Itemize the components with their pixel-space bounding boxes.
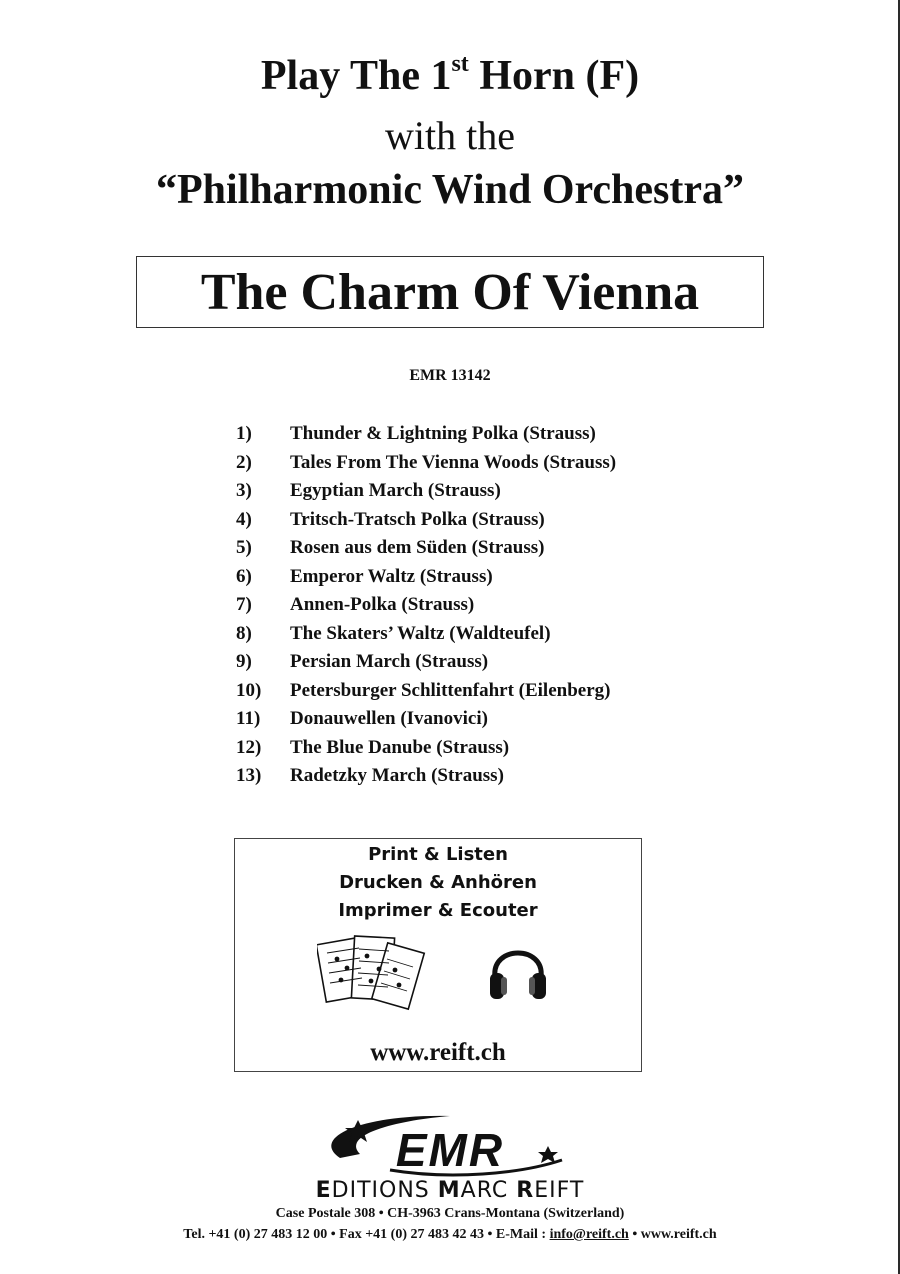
contact-phone-fax: Tel. +41 (0) 27 483 12 00 • Fax +41 (0) 27 483 42 43 • E-Mail :	[183, 1227, 550, 1242]
track-number: 2)	[236, 451, 252, 473]
print-listen-box	[234, 838, 642, 1072]
track-number: 4)	[236, 508, 252, 530]
with-line: with the	[385, 113, 515, 158]
track-item	[236, 648, 796, 677]
track-title: Petersburger Schlittenfahrt (Eilenberg)	[290, 679, 611, 701]
track-item	[236, 534, 796, 563]
track-number: 3)	[236, 480, 252, 502]
track-item	[236, 506, 796, 535]
track-title: Egyptian March (Strauss)	[290, 480, 501, 502]
publisher-name-initial: E	[315, 1178, 332, 1203]
website-url[interactable]: www.reift.ch	[370, 1039, 506, 1066]
heading-suffix: Horn (F)	[468, 53, 640, 99]
contact-website[interactable]: • www.reift.ch	[628, 1227, 717, 1242]
track-number: 12)	[236, 736, 262, 758]
track-item	[236, 677, 796, 706]
heading-superscript: st	[451, 51, 469, 77]
email-link[interactable]: info@reift.ch	[549, 1227, 629, 1242]
track-number: 11)	[236, 708, 261, 730]
track-number: 1)	[236, 423, 252, 445]
track-number: 5)	[236, 537, 252, 559]
track-title: Thunder & Lightning Polka (Strauss)	[290, 423, 596, 445]
track-number: 7)	[236, 594, 252, 616]
track-title: Donauwellen (Ivanovici)	[290, 708, 488, 730]
album-title: The Charm Of Vienna	[136, 256, 764, 328]
headphones-icon	[487, 937, 549, 1003]
track-item	[236, 734, 796, 763]
track-title: Tales From The Vienna Woods (Strauss)	[290, 451, 617, 473]
track-item	[236, 563, 796, 592]
track-item	[236, 762, 796, 791]
track-number: 8)	[236, 622, 252, 644]
track-item	[236, 477, 796, 506]
publisher-name-part: EIFT	[534, 1178, 585, 1203]
track-number: 9)	[236, 651, 252, 673]
catalog-number: EMR 13142	[409, 367, 491, 384]
publisher-address: Case Postale 308 • CH-3963 Crans-Montana (Switzerland)	[275, 1206, 625, 1221]
track-item	[236, 591, 796, 620]
heading-prefix: Play The 1	[260, 53, 452, 99]
publisher-name-part: ARC	[460, 1178, 517, 1203]
publisher-name-initial: R	[516, 1178, 535, 1203]
track-title: The Blue Danube (Strauss)	[290, 736, 510, 758]
sheet-music-icon	[317, 935, 427, 1015]
publisher-name	[0, 1178, 900, 1203]
track-number: 6)	[236, 565, 252, 587]
track-title: Tritsch-Tratsch Polka (Strauss)	[290, 508, 545, 530]
track-item	[236, 449, 796, 478]
emr-logo	[300, 1108, 600, 1182]
track-item	[236, 420, 796, 449]
track-title: Rosen aus dem Süden (Strauss)	[290, 537, 545, 559]
track-title: Emperor Waltz (Strauss)	[290, 565, 493, 587]
track-item	[236, 620, 796, 649]
instrument-heading	[0, 52, 900, 100]
publisher-contact	[0, 1227, 900, 1243]
orchestra-heading: “Philharmonic Wind Orchestra”	[155, 167, 745, 213]
track-title: Radetzky March (Strauss)	[290, 765, 504, 787]
publisher-name-initial: M	[437, 1178, 461, 1203]
track-title: Persian March (Strauss)	[290, 651, 489, 673]
publisher-name-part: DITIONS	[331, 1178, 438, 1203]
print-listen-de: Drucken & Anhören	[339, 872, 537, 893]
track-number: 10)	[236, 679, 262, 701]
track-title: The Skaters’ Waltz (Waldteufel)	[290, 622, 551, 644]
print-listen-en: Print & Listen	[368, 844, 508, 865]
track-item	[236, 705, 796, 734]
track-title: Annen-Polka (Strauss)	[290, 594, 475, 616]
track-list	[236, 420, 796, 791]
print-listen-fr: Imprimer & Ecouter	[338, 900, 538, 921]
logo-text: EMR	[395, 1124, 505, 1176]
track-number: 13)	[236, 765, 262, 787]
